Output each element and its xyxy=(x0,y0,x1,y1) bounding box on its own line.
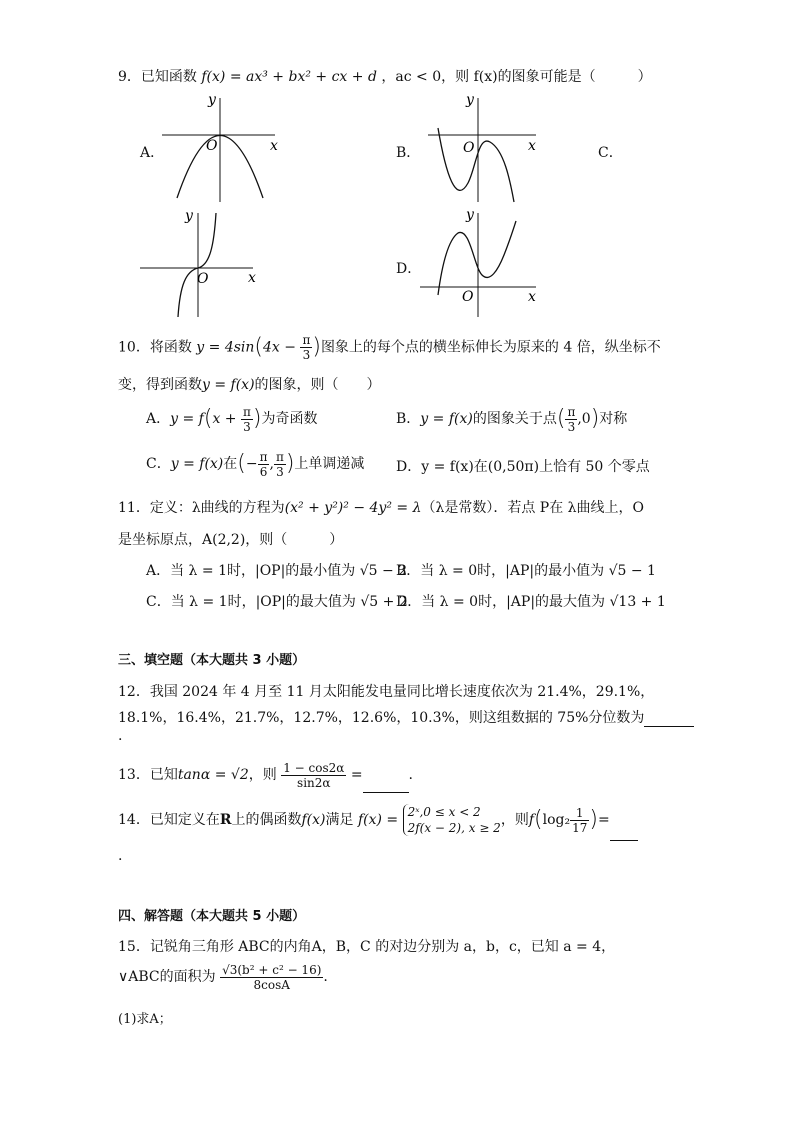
q9-number: 9．已知函数 xyxy=(118,69,197,85)
origin-label: O xyxy=(206,138,218,154)
q15-line2: ∨ABC的面积为 $\frac{\text{√3(b² + c² − 16)}}{8\cos A}$ . xyxy=(118,962,328,992)
q9-graph-d[interactable] xyxy=(418,205,543,320)
q9-tail: f(x)的图象可能是（ ） xyxy=(473,69,652,85)
q9-stem xyxy=(118,66,652,86)
origin-label: O xyxy=(197,271,209,287)
q14: 14．已知定义在R上的偶函数f(x)满足 f(x) = 2ˣ,0 ≤ x < 2 2f(x − 2), x ≥ 2 ，则f(log₂ $\frac{1}{17}$ )= xyxy=(118,800,638,841)
answer-blank[interactable] xyxy=(363,758,409,793)
axis-x-label: x xyxy=(528,138,536,154)
q9-graph-b[interactable] xyxy=(418,90,543,205)
axis-y-label: y xyxy=(466,92,474,108)
q12-line1: 12．我国 2024 年 4 月至 11 月太阳能发电量同比增长速度依次为 21.4%，29.1%， xyxy=(118,684,655,700)
q10-line2: 变，得到函数y = f(x)的图象，则（ ） xyxy=(118,377,381,393)
axis-y-label: y xyxy=(208,92,216,108)
q12-end-dot: . xyxy=(118,728,123,744)
q11-option-d[interactable]: D．当 λ = 0时，|AP|的最大值为 √13 + 1 xyxy=(396,594,666,610)
answer-blank[interactable] xyxy=(610,800,638,841)
section-heading-solutions: 四、解答题（本大题共 5 小题） xyxy=(118,909,306,924)
q9-option-c-label[interactable]: C． xyxy=(598,145,623,161)
q11-option-c[interactable]: C．当 λ = 1时，|OP|的最大值为 √5 + 2 xyxy=(146,594,408,610)
q9-function: f(x) = ax³ + bx² + cx + d xyxy=(201,69,377,85)
axis-x-label: x xyxy=(528,289,536,305)
curve xyxy=(438,221,516,295)
origin-label: O xyxy=(462,289,474,305)
q9-option-d-label[interactable]: D． xyxy=(396,261,422,277)
curve xyxy=(438,128,514,202)
q11-line1: 11．定义：λ曲线的方程为(x² + y²)² − 4y² = λ（λ是常数）．若点 P在 λ曲线上，O xyxy=(118,500,644,516)
q15-part1: (1)求A； xyxy=(118,1012,172,1027)
q11-line2: 是坐标原点，A(2,2)，则（ ） xyxy=(118,532,344,548)
q15-line1: 15．记锐角三角形 ABC的内角A，B，C 的对边分别为 a，b，c，已知 a = 4， xyxy=(118,939,616,955)
axis-x-label: x xyxy=(248,270,256,286)
q10-option-c[interactable]: C．y = f(x)在(− $\frac{\pi}{6}$ , $\frac{\pi}{3}$ )上单调递减 xyxy=(146,449,365,479)
q11-option-b[interactable]: B．当 λ = 0时，|AP|的最小值为 √5 − 1 xyxy=(396,563,656,579)
axis-x-label: x xyxy=(270,138,278,154)
q10-option-b[interactable]: B．y = f(x)的图象关于点( $\frac{\pi}{3}$ ,0)对称 xyxy=(396,404,628,434)
q10-line1: 10．将函数 y = 4sin(4x − $\frac{\pi}{3}$ )图象上的每个点的横坐标伸长为原来的 4 倍，纵坐标不 xyxy=(118,333,661,362)
q14-end-dot: . xyxy=(118,848,123,864)
q10-option-d[interactable]: D．y = f(x)在(0,50π)上恰有 50 个零点 xyxy=(396,459,650,475)
q13: 13．已知tanα = √2，则 $\frac{1 - \cos 2\alpha}{\sin 2\alpha}$ = . xyxy=(118,758,413,793)
q9-graph-c[interactable] xyxy=(138,205,263,320)
origin-label: O xyxy=(463,140,475,156)
section-heading-fill-in: 三、填空题（本大题共 3 小题） xyxy=(118,653,306,668)
axis-y-label: y xyxy=(466,207,474,223)
q9-option-a-label[interactable]: A． xyxy=(140,145,165,161)
q12-line2: 18.1%，16.4%，21.7%，12.7%，12.6%，10.3%，则这组数据的 75%分位数为 xyxy=(118,707,694,727)
q10-option-a[interactable]: A．y = f(x + $\frac{\pi}{3}$ )为奇函数 xyxy=(146,404,318,434)
answer-blank[interactable] xyxy=(644,710,694,727)
curve xyxy=(178,213,216,317)
q9-option-b-label[interactable]: B． xyxy=(396,145,421,161)
q9-graph-a[interactable] xyxy=(160,90,285,205)
axis-y-label: y xyxy=(185,208,193,224)
q11-option-a[interactable]: A．当 λ = 1时，|OP|的最小值为 √5 − 2 xyxy=(146,563,408,579)
q9-condition: ，ac < 0，则 xyxy=(381,69,470,85)
